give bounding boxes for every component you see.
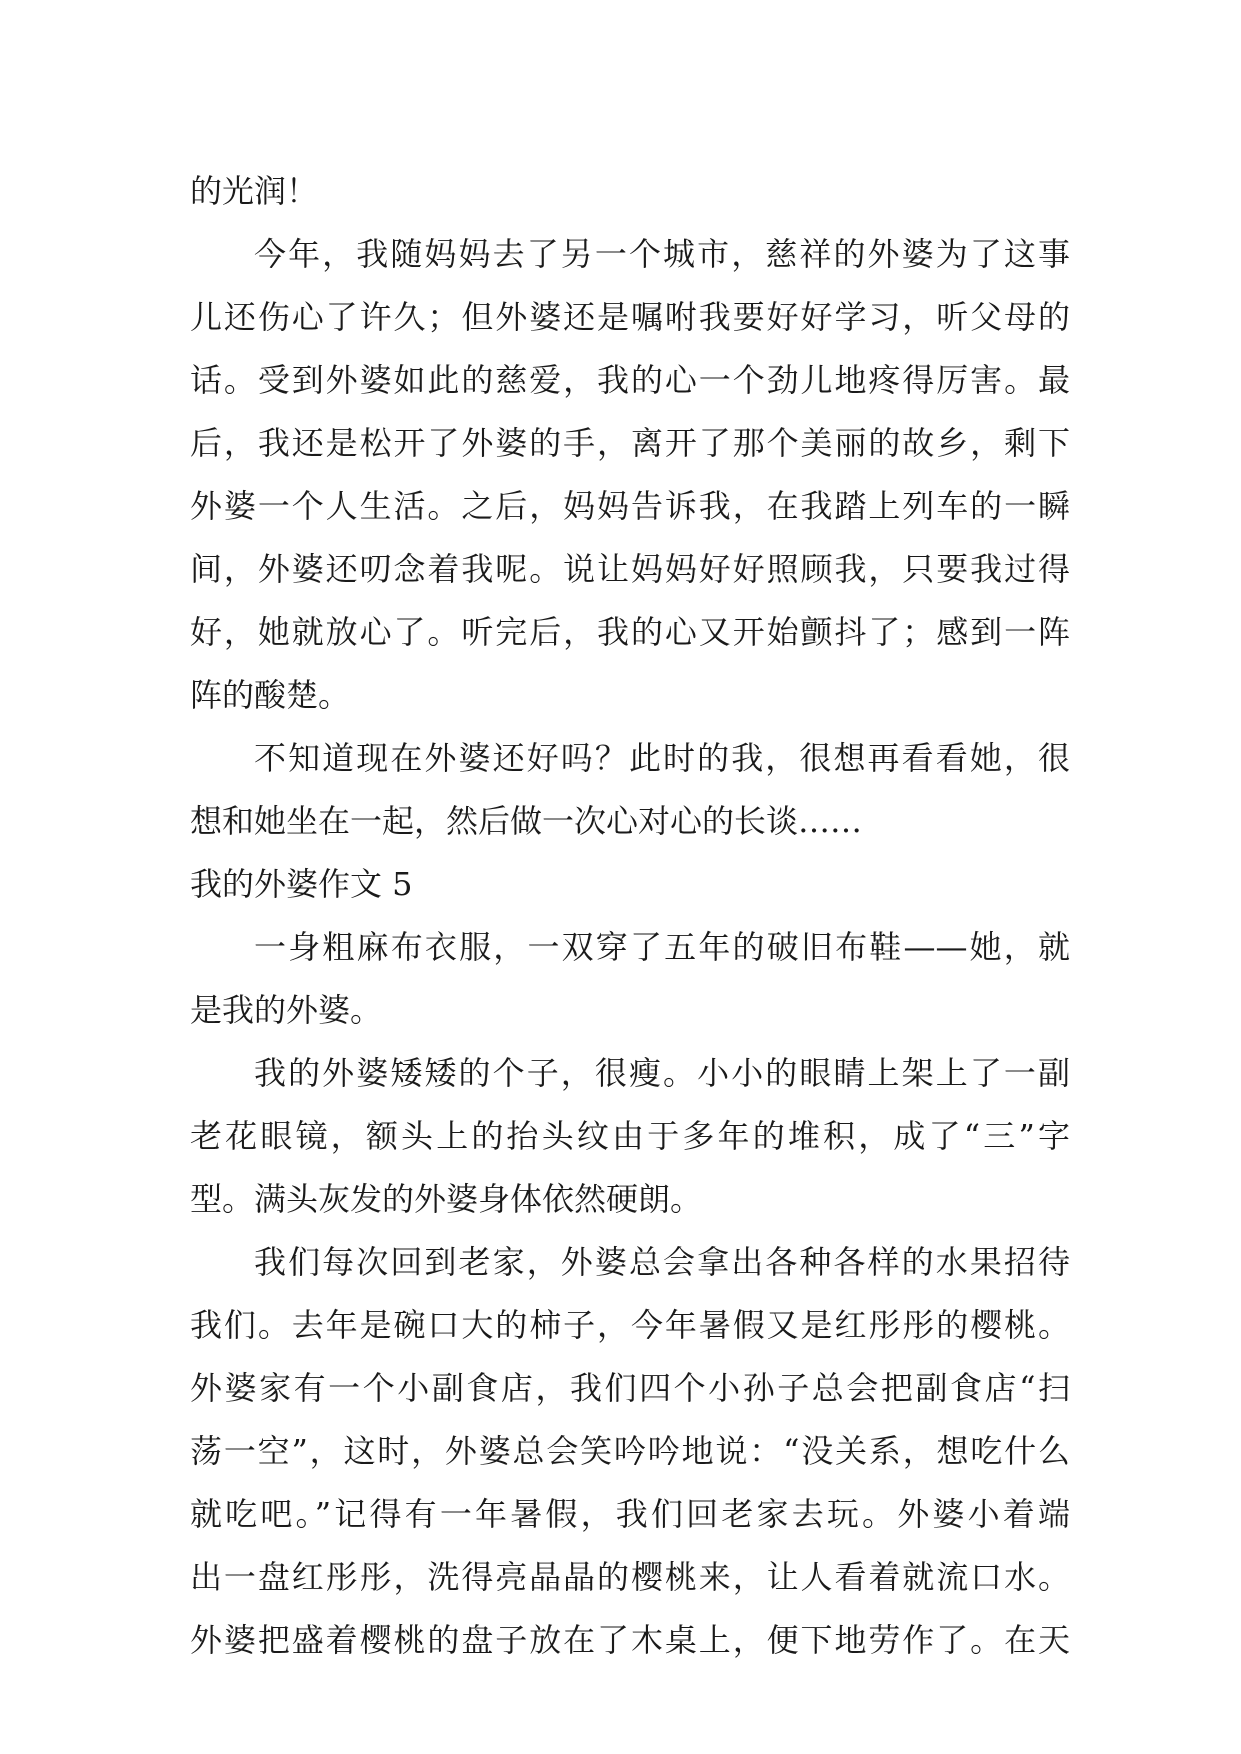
text-line: 的光润！: [190, 172, 319, 210]
paragraph-first-line: 不知道现在外婆还好吗？此时的我，很想再看看她，很: [254, 739, 1070, 777]
paragraph-first-line: 我们每次回到老家，外婆总会拿出各种各样的水果招待: [254, 1243, 1070, 1281]
text-line: 好，她就放心了。听完后，我的心又开始颤抖了；感到一阵: [190, 613, 1070, 651]
text-line: 想和她坐在一起，然后做一次心对心的长谈……: [190, 802, 863, 840]
text-line: 阵的酸楚。: [190, 676, 351, 714]
text-line: 是我的外婆。: [190, 991, 383, 1029]
text-line: 老花眼镜，额头上的抬头纹由于多年的堆积，成了“三”字: [190, 1117, 1070, 1155]
paragraph-first-line: 今年，我随妈妈去了另一个城市，慈祥的外婆为了这事: [254, 235, 1070, 273]
text-line: 后，我还是松开了外婆的手，离开了那个美丽的故乡，剩下: [190, 424, 1070, 462]
text-line: 话。受到外婆如此的慈爱，我的心一个劲儿地疼得厉害。最: [190, 361, 1070, 399]
paragraph-first-line: 我的外婆矮矮的个子，很瘦。小小的眼睛上架上了一副: [254, 1054, 1070, 1092]
text-line: 我们。去年是碗口大的柿子，今年暑假又是红彤彤的樱桃。: [190, 1306, 1070, 1344]
text-line: 型。满头灰发的外婆身体依然硬朗。: [190, 1180, 703, 1218]
section-heading: 我的外婆作文 5: [190, 865, 413, 903]
text-line: 荡一空”，这时，外婆总会笑吟吟地说：“没关系，想吃什么: [190, 1432, 1070, 1470]
text-line: 儿还伤心了许久；但外婆还是嘱咐我要好好学习，听父母的: [190, 298, 1070, 336]
document-body: [190, 160, 1070, 1672]
text-line: 就吃吧。”记得有一年暑假，我们回老家去玩。外婆小着端: [190, 1495, 1070, 1533]
text-line: 外婆把盛着樱桃的盘子放在了木桌上，便下地劳作了。在天: [190, 1621, 1070, 1659]
text-line: 间，外婆还叨念着我呢。说让妈妈好好照顾我，只要我过得: [190, 550, 1070, 588]
paragraph-first-line: 一身粗麻布衣服，一双穿了五年的破旧布鞋——她，就: [254, 928, 1070, 966]
text-line: 外婆家有一个小副食店，我们四个小孙子总会把副食店“扫: [190, 1369, 1070, 1407]
text-line: 外婆一个人生活。之后，妈妈告诉我，在我踏上列车的一瞬: [190, 487, 1070, 525]
text-line: 出一盘红彤彤，洗得亮晶晶的樱桃来，让人看着就流口水。: [190, 1558, 1070, 1596]
